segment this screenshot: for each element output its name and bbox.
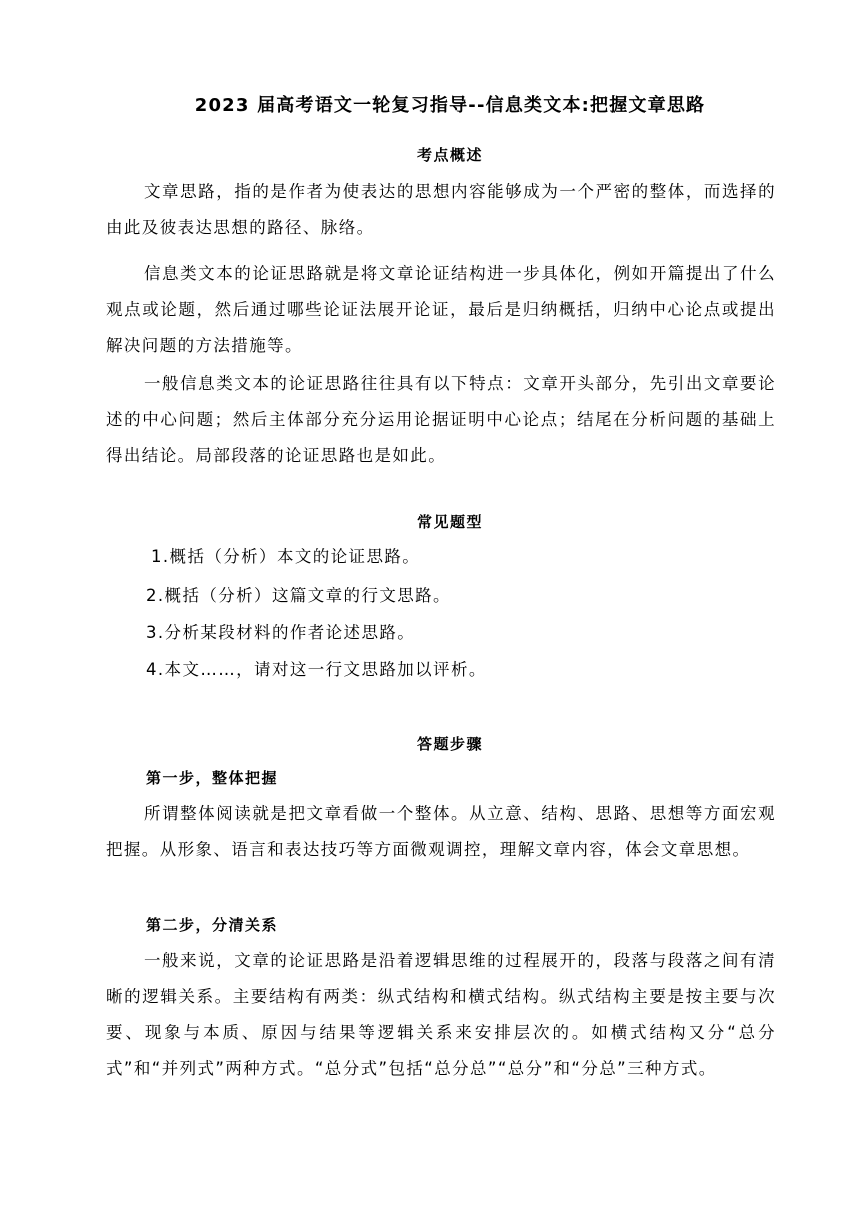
question-type-item-2: 2.概括（分析）这篇文章的行文思路。 [146,586,451,605]
overview-paragraph-1: 文章思路，指的是作者为使表达的思想内容能够成为一个严密的整体，而选择的由此及彼表达思想的路径、脉络。 [106,182,776,237]
question-types-heading: 常见题型 [416,513,483,531]
step-1-title: 第一步，整体把握 [146,769,279,787]
question-type-item-1: 1.概括（分析）本文的论证思路。 [151,547,421,566]
overview-paragraph-3: 一般信息类文本的论证思路往往具有以下特点：文章开头部分，先引出文章要论述的中心问题；然后主体部分充分运用论据证明中心论点；结尾在分析问题的基础上得出结论。局部段落的论证思路也是如此。 [106,374,776,465]
document-title: 2023 届高考语文一轮复习指导--信息类文本:把握文章思路 [194,95,706,116]
step-1-text: 所谓整体阅读就是把文章看做一个整体。从立意、结构、思路、思想等方面宏观把握。从形象、语言和表达技巧等方面微观调控，理解文章内容，体会文章思想。 [106,804,776,859]
answer-steps-heading: 答题步骤 [416,735,483,753]
overview-heading: 考点概述 [416,146,483,164]
step-2-title: 第二步，分清关系 [146,916,279,934]
step-2-text: 一般来说，文章的论证思路是沿着逻辑思维的过程展开的，段落与段落之间有清晰的逻辑关系。主要结构有两类：纵式结构和横式结构。纵式结构主要是按主要与次要、现象与本质、原因与结果等逻辑关系来安排层次的。如横式结构又分“总分式”和“并列式”两种方式。“总分式”包括“总分总”“总分”和“分总”三种方式。 [106,951,776,1078]
question-type-item-3: 3.分析某段材料的作者论述思路。 [146,623,416,642]
question-type-item-4: 4.本文……，请对这一行文思路加以评析。 [146,660,487,679]
overview-paragraph-2: 信息类文本的论证思路就是将文章论证结构进一步具体化，例如开篇提出了什么观点或论题，然后通过哪些论证法展开论证，最后是归纳概括，归纳中心论点或提出解决问题的方法措施等。 [106,264,776,355]
